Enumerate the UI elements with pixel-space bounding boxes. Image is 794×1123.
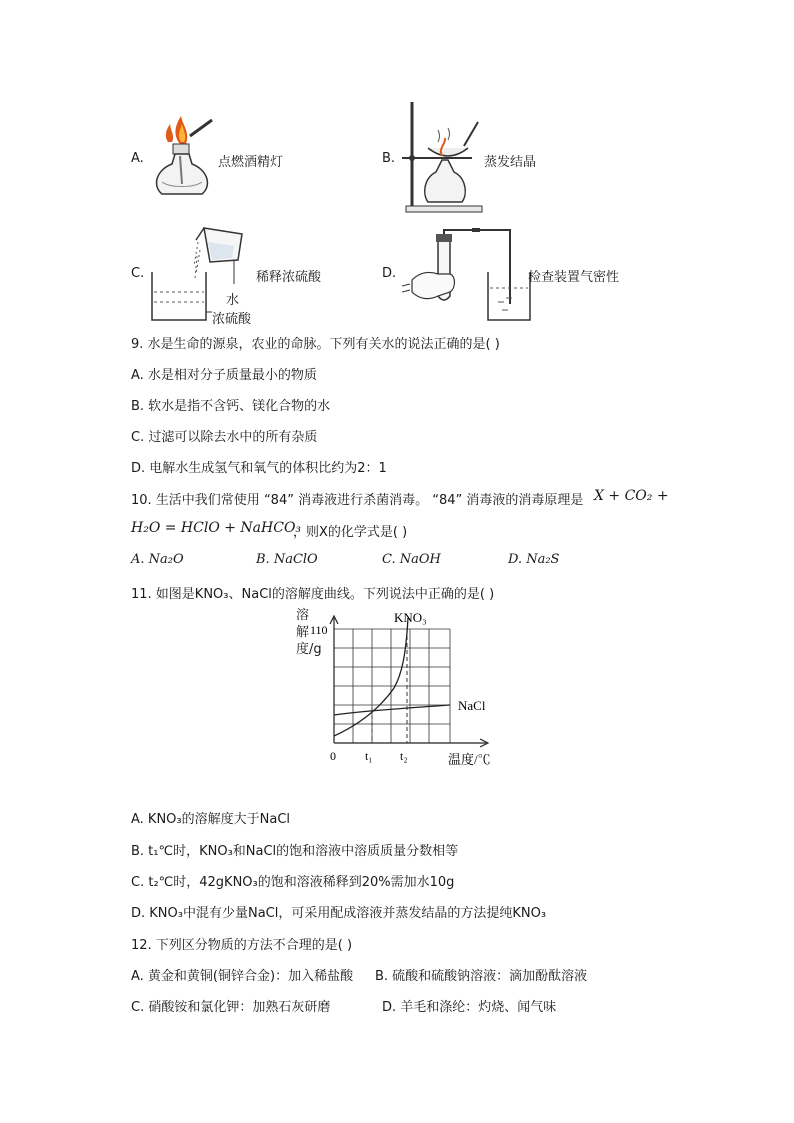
nacl-legend: NaCl — [458, 698, 486, 713]
q10-option-a: A. Na₂O — [131, 552, 184, 567]
label-conc-acid: 浓硫酸 — [212, 312, 252, 327]
q10-option-d: D. Na₂S — [508, 552, 560, 567]
q9-option-a: A. 水是相对分子质量最小的物质 — [131, 368, 317, 383]
q10-option-b: B. NaClO — [256, 552, 318, 567]
kno3-legend: KNO₃ — [394, 610, 427, 625]
q9-option-b: B. 软水是指不含钙、镁化合物的水 — [131, 399, 331, 414]
q10-line1-text: 10. 生活中我们常使用 “84” 消毒液进行杀菌消毒。 “84” 消毒液的消毒原理是 — [131, 493, 584, 508]
q11-option-a: A. KNO₃的溶解度大于NaCl — [131, 812, 291, 827]
q12-option-c: C. 硝酸铵和氯化钾：加熟石灰研磨 — [131, 1000, 331, 1015]
label-water: 水 — [226, 293, 240, 308]
q12-option-a: A. 黄金和黄铜(铜锌合金)：加入稀盐酸 — [131, 969, 354, 984]
q10-line1-math: X + CO₂ + — [594, 488, 669, 504]
option-c-caption: 稀释浓硫酸 — [256, 270, 322, 285]
alcohol-lamp-illustration — [150, 112, 220, 202]
q12-option-d: D. 羊毛和涤纶：灼烧、闻气味 — [382, 1000, 557, 1015]
chart-grid — [334, 629, 450, 743]
q11-stem: 11. 如图是KNO₃、NaCl的溶解度曲线。下列说法中正确的是( ) — [131, 587, 495, 602]
nacl-curve — [334, 705, 450, 715]
q9-stem: 9. 水是生命的源泉，农业的命脉。下列有关水的说法正确的是( ) — [131, 337, 500, 352]
option-a-caption: 点燃酒精灯 — [218, 155, 284, 170]
x-axis-label: 温度/℃ — [448, 752, 491, 767]
option-a-letter: A. — [131, 151, 144, 166]
q11-option-d: D. KNO₃中混有少量NaCl，可采用配成溶液并蒸发结晶的方法提纯KNO₃ — [131, 906, 547, 921]
q10-line2-text: ，则X的化学式是( ) — [293, 525, 408, 540]
q12-option-b: B. 硫酸和硫酸钠溶液：滴加酚酞溶液 — [375, 969, 588, 984]
q11-option-b: B. t₁℃时，KNO₃和NaCl的饱和溶液中溶质质量分数相等 — [131, 844, 459, 859]
y-tick-110: 110 — [310, 623, 328, 637]
q11-option-c: C. t₂℃时，42gKNO₃的饱和溶液稀释到20%需加水10g — [131, 875, 455, 890]
evaporation-setup-illustration — [398, 98, 488, 216]
solubility-chart — [290, 604, 510, 774]
option-c-letter: C. — [131, 266, 145, 281]
q10-line2-math: H₂O = HClO + NaHCO₃ — [131, 520, 302, 536]
option-d-letter: D. — [382, 266, 397, 281]
q9-option-d: D. 电解水生成氢气和氧气的体积比约为2：1 — [131, 461, 387, 476]
x-tick-t1: t₁ — [365, 749, 373, 763]
option-d-caption: 检查装置气密性 — [528, 270, 620, 285]
x-tick-0: 0 — [330, 749, 336, 763]
q9-option-c: C. 过滤可以除去水中的所有杂质 — [131, 430, 318, 445]
option-b-letter: B. — [382, 151, 396, 166]
airtightness-check-illustration — [402, 226, 532, 324]
kno3-curve — [334, 618, 408, 736]
option-b-caption: 蒸发结晶 — [484, 155, 537, 170]
y-axis-label: 溶解度/g — [296, 608, 322, 657]
q10-option-c: C. NaOH — [382, 552, 441, 567]
q12-stem: 12. 下列区分物质的方法不合理的是( ) — [131, 938, 353, 953]
x-tick-t2: t₂ — [400, 749, 408, 763]
